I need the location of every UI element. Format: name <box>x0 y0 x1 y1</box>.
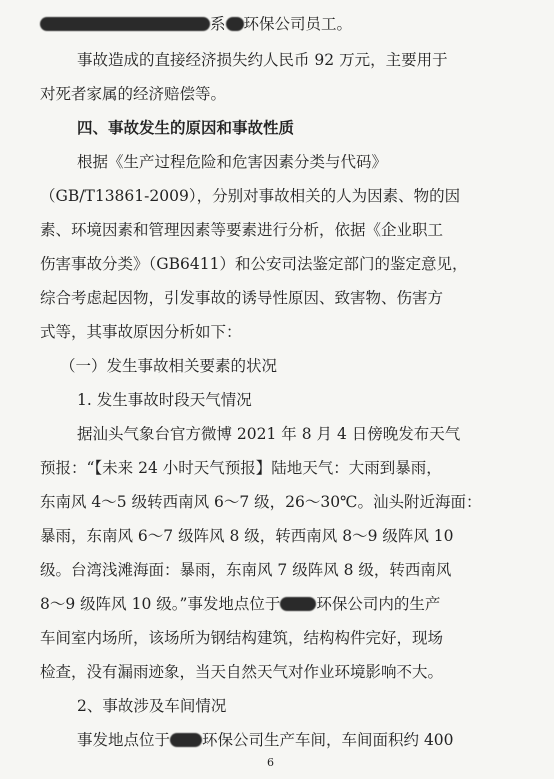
section-heading: 四、事故发生的原因和事故性质 <box>77 119 295 137</box>
item-heading-2: 2、事故涉及车间情况 <box>77 697 227 715</box>
text-line-2: 事故造成的直接经济损失约人民币 92 万元，主要用于 <box>77 51 448 69</box>
text-line-10: 式等，其事故原因分析如下： <box>40 323 242 341</box>
line-1-mid: 系 <box>210 15 226 33</box>
text-line-7: 素、环境因素和管理因素等要素进行分析，依据《企业职工 <box>40 221 444 239</box>
text-line-8: 伤害事故分类》（GB6411）和公安司法鉴定部门的鉴定意见， <box>40 255 468 273</box>
text-line-3: 对死者家属的经济赔偿等。 <box>40 85 227 103</box>
text-line-17: 级。台湾浅滩海面：暴雨，东南风 7 级阵风 8 级，转西南风 <box>40 561 452 579</box>
line-1-end: 环保公司员工。 <box>243 15 353 33</box>
text-line-19: 车间室内场所，该场所为钢结构建筑，结构构件完好，现场 <box>40 629 444 647</box>
redaction-mark <box>170 733 202 747</box>
redaction-mark <box>280 597 316 611</box>
subsection-heading: （一）发生事故相关要素的状况 <box>60 357 278 375</box>
text-line-9: 综合考虑起因物，引发事故的诱导性原因、致害物、伤害方 <box>40 289 444 307</box>
line-22-end: 环保公司生产车间，车间面积约 400 <box>202 731 454 749</box>
text-line-5: 根据《生产过程危险和危害因素分类与代码》 <box>77 153 388 171</box>
text-line-14: 预报：“【未来 24 小时天气预报】陆地天气：大雨到暴雨， <box>40 459 442 477</box>
line-22-start: 事发地点位于 <box>77 731 171 749</box>
redaction-mark <box>40 17 210 31</box>
line-18-end: 环保公司内的生产 <box>316 595 441 613</box>
text-line-15: 东南风 4～5 级转西南风 6～7 级，26～30℃。汕头附近海面： <box>40 493 482 511</box>
text-line-16: 暴雨，东南风 6～7 级阵风 8 级，转西南风 8～9 级阵风 10 <box>40 527 454 545</box>
text-line-18 <box>40 594 440 614</box>
redaction-mark <box>226 17 244 31</box>
text-line-6: （GB/T13861-2009），分别对事故相关的人为因素、物的因 <box>40 187 461 205</box>
text-line-20: 检查，没有漏雨迹象，当天自然天气对作业环境影响不大。 <box>40 663 444 681</box>
page-number: 6 <box>267 756 274 769</box>
text-line-13: 据汕头气象台官方微博 2021 年 8 月 4 日傍晚发布天气 <box>77 425 461 443</box>
text-line-1 <box>40 14 352 34</box>
line-18-start: 8～9 级阵风 10 级。”事发地点位于 <box>40 595 281 613</box>
item-heading-1: 1. 发生事故时段天气情况 <box>77 391 252 409</box>
text-line-22 <box>77 730 454 750</box>
